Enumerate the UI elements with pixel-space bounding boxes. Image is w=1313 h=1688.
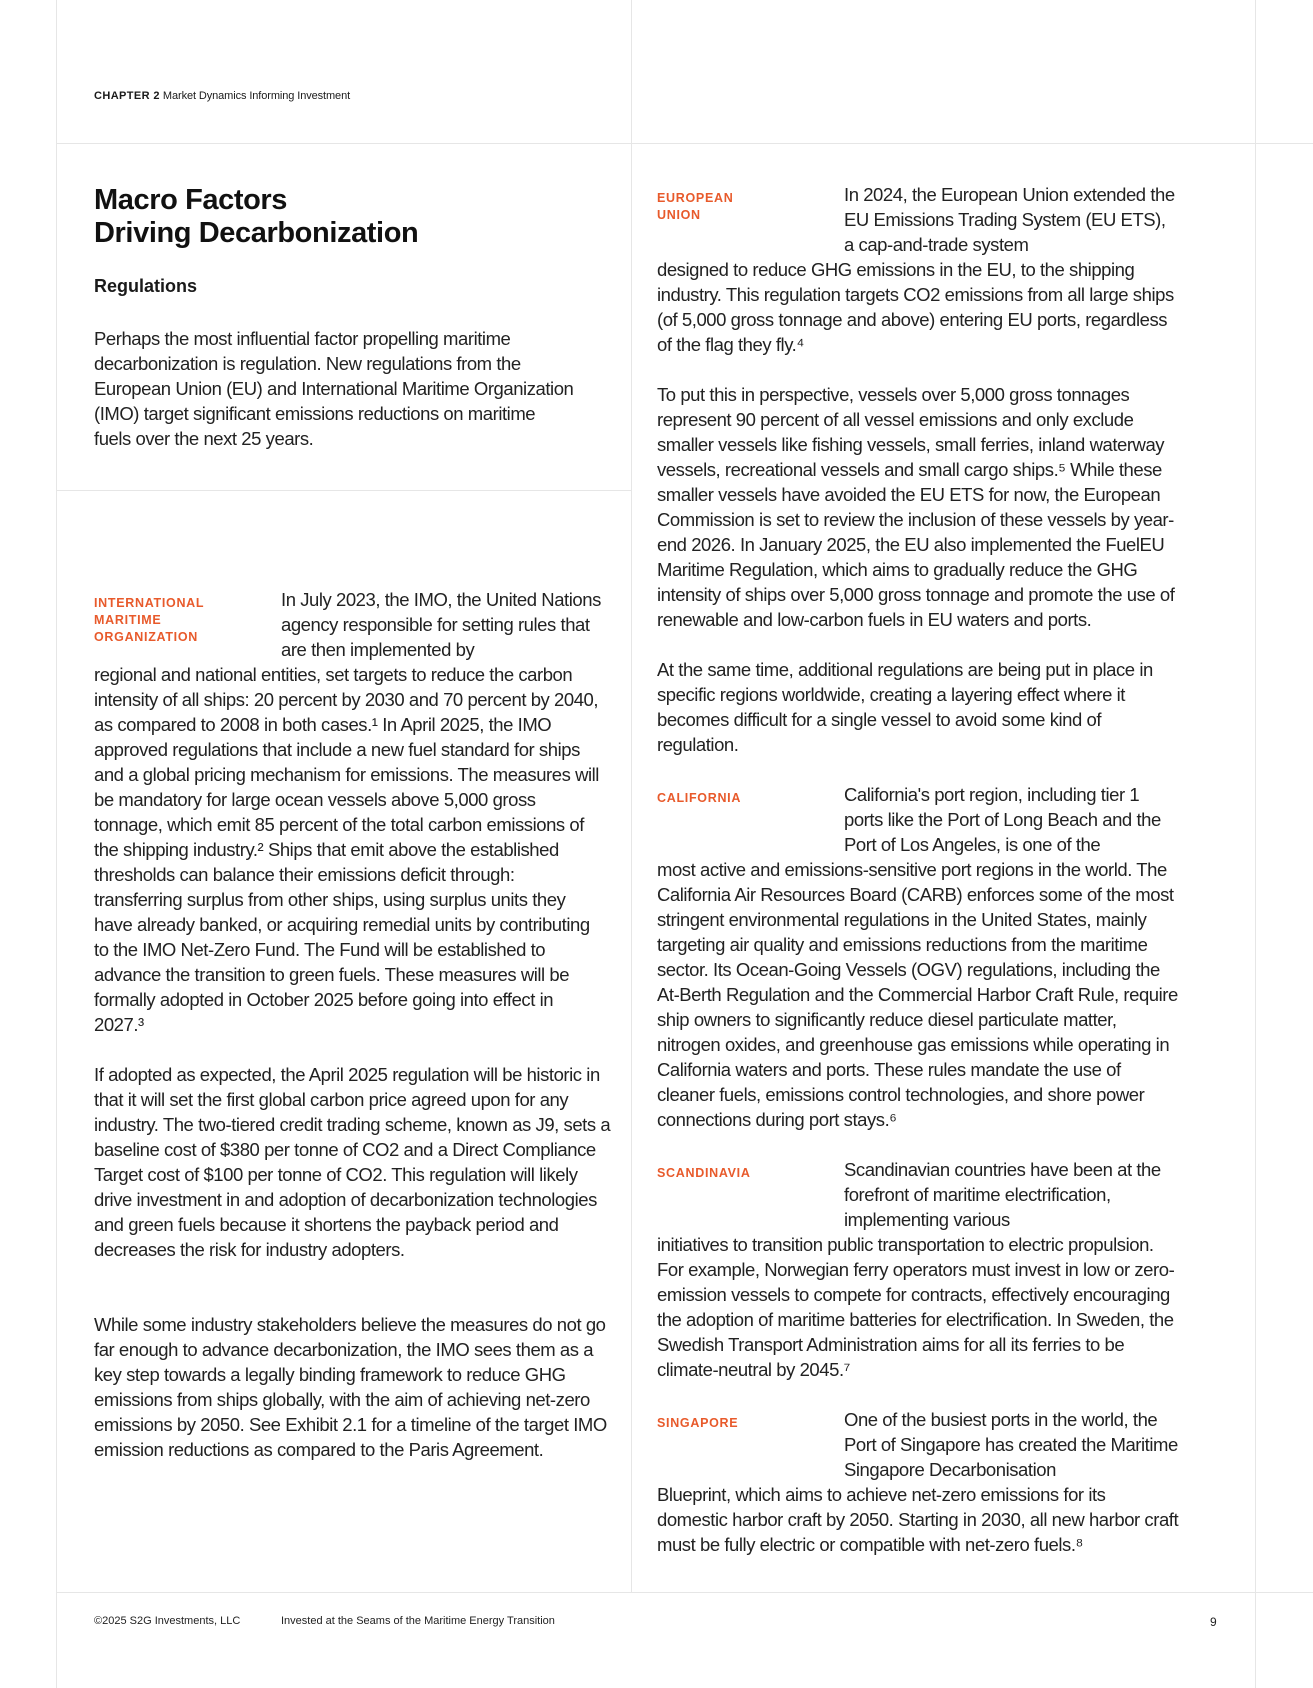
grid-line-bottom	[56, 1592, 1313, 1593]
eu-tag-line-1: EUROPEAN	[657, 191, 734, 205]
section-subhead: Regulations	[94, 276, 198, 296]
california-rest: most active and emissions-sensitive port regions in the world. The California Air Resources Board (CARB) enforces some of the most stringent environmental regulations in the United States, mainly targeting air quality and emissions reductions from the maritime sector. Its Ocean-Going Vessels (OGV) regulations, including the At-Berth Regulation and the Commercial Harbor Craft Rule, require ship owners to significantly reduce diesel particulate matter, nitrogen oxides, and greenhouse gas emissions while operating in California waters and ports. These rules mandate the use of cleaner fuels, emissions control technologies, and shore power connections during port stays.⁶	[657, 859, 1178, 1130]
chapter-header	[94, 90, 350, 102]
eu-section	[657, 182, 1177, 357]
grid-line-top	[56, 143, 1313, 144]
chapter-subtitle: Market Dynamics Informing Investment	[162, 90, 351, 102]
eu-tag-line-2: UNION	[657, 208, 701, 222]
footer-report-title: Invested at the Seams of the Maritime Energy Transition	[281, 1615, 555, 1627]
singapore-lead: One of the busiest ports in the world, the Port of Singapore has created the Maritime Singapore Decarbonisation	[844, 1409, 1178, 1480]
singapore-section	[657, 1407, 1179, 1557]
singapore-tag: SINGAPORE	[657, 1416, 739, 1430]
california-section	[657, 782, 1179, 1132]
imo-paragraph-2: If adopted as expected, the April 2025 regulation will be historic in that it will set the first global carbon price agreed upon for any industry. The two-tiered credit trading scheme, known as J9, sets a baseline cost of $380 per tonne of CO2 and a Direct Compliance Target cost of $100 per tonne of CO2. This regulation will likely drive investment in and adoption of decarbonization technologies and green fuels because it shortens the payback period and decreases the risk for industry adopters.	[94, 1064, 611, 1260]
grid-line-center	[631, 0, 632, 1592]
imo-paragraph-3: While some industry stakeholders believe the measures do not go far enough to advance decarbonization, the IMO sees them as a key step towards a legally binding framework to reduce GHG emissions from ships globally, with the aim of achieving net-zero emissions by 2050. See Exhibit 2.1 for a timeline of the target IMO emission reductions as compared to the Paris Agreement.	[94, 1314, 607, 1460]
imo-tag	[94, 595, 264, 646]
singapore-rest: Blueprint, which aims to achieve net-zero emissions for its domestic harbor craft by 2050. Starting in 2030, all new harbor craft must be fully electric or compatible with net-zero fuels.⁸	[657, 1484, 1179, 1555]
grid-line-mid-left	[56, 490, 631, 491]
scandinavia-lead: Scandinavian countries have been at the forefront of maritime electrification, implementing various	[844, 1159, 1161, 1230]
eu-lead: In 2024, the European Union extended the EU Emissions Trading System (EU ETS), a cap-and-trade system	[844, 184, 1175, 255]
footer-copyright: ©2025 S2G Investments, LLC	[94, 1615, 241, 1627]
title-line-1: Macro Factors	[94, 184, 288, 216]
scandinavia-body	[657, 1157, 1181, 1382]
imo-tag-line-2: MARITIME	[94, 613, 162, 627]
page-number: 9	[1210, 1615, 1217, 1629]
grid-line-left	[56, 0, 57, 1688]
eu-paragraph-2: To put this in perspective, vessels over 5,000 gross tonnages represent 90 percent of all vessel emissions and only exclude smaller vessels like fishing vessels, small ferries, inland waterway vessels, recreational vessels and small cargo ships.⁵ While these smaller vessels have avoided the EU ETS for now, the European Commission is set to review the inclusion of these vessels by year-end 2026. In January 2025, the EU also implemented the FuelEU Maritime Regulation, which aims to gradually reduce the GHG intensity of ships over 5,000 gross tonnage and promote the use of renewable and low-carbon fuels in EU waters and ports.	[657, 384, 1175, 630]
eu-rest: designed to reduce GHG emissions in the EU, to the shipping industry. This regulation targets CO2 emissions from all large ships (of 5,000 gross tonnage and above) entering EU ports, regardless of the flag they fly.⁴	[657, 259, 1174, 355]
eu-tag	[657, 190, 827, 224]
grid-line-right	[1255, 0, 1256, 1688]
imo-section	[94, 587, 604, 1037]
chapter-label: CHAPTER 2	[94, 90, 160, 102]
imo-tag-line-3: ORGANIZATION	[94, 630, 198, 644]
scandinavia-rest: initiatives to transition public transportation to electric propulsion. For example, Norwegian ferry operators must invest in low or zero-emission vessels to compete for contracts, effectively encouraging the adoption of maritime batteries for electrification. In Sweden, the Swedish Transport Administration aims for all its ferries to be climate-neutral by 2045.⁷	[657, 1234, 1175, 1380]
imo-rest: regional and national entities, set targets to reduce the carbon intensity of all ships: 20 percent by 2030 and 70 percent by 2040, as compared to 2008 in both cases.¹ In April 2025, the IMO approved regulations that include a new fuel standard for ships and a global pricing mechanism for emissions. The measures will be mandatory for large ocean vessels above 5,000 gross tonnage, which emit 85 percent of the total carbon emissions of the shipping industry.² Ships that emit above the established thresholds can balance their emissions deficit through: transferring surplus from other ships, using surplus units they have already banked, or acquiring remedial units by contributing to the IMO Net-Zero Fund. The Fund will be established to advance the transition to green fuels. These measures will be formally adopted in October 2025 before going into effect in 2027.³	[94, 664, 599, 1035]
california-lead: California's port region, including tier 1 ports like the Port of Long Beach and the Port of Los Angeles, is one of the	[844, 784, 1161, 855]
page-title	[94, 184, 418, 250]
california-tag: CALIFORNIA	[657, 791, 742, 805]
scandinavia-section	[657, 1157, 1181, 1382]
scandinavia-tag: SCANDINAVIA	[657, 1166, 751, 1180]
eu-paragraph-3: At the same time, additional regulations are being put in place in specific regions worldwide, creating a layering effect where it becomes difficult for a single vessel to avoid some kind of regulation.	[657, 659, 1153, 755]
imo-tag-line-1: INTERNATIONAL	[94, 596, 205, 610]
imo-lead: In July 2023, the IMO, the United Nations agency responsible for setting rules that are then implemented by	[281, 589, 601, 660]
california-body	[657, 782, 1179, 1132]
title-line-2: Driving Decarbonization	[94, 217, 419, 249]
imo-body	[94, 587, 604, 1037]
intro-paragraph: Perhaps the most influential factor propelling maritime decarbonization is regulation. New regulations from the European Union (EU) and International Maritime Organization (IMO) target significant emissions reductions on maritime fuels over the next 25 years.	[94, 328, 574, 449]
